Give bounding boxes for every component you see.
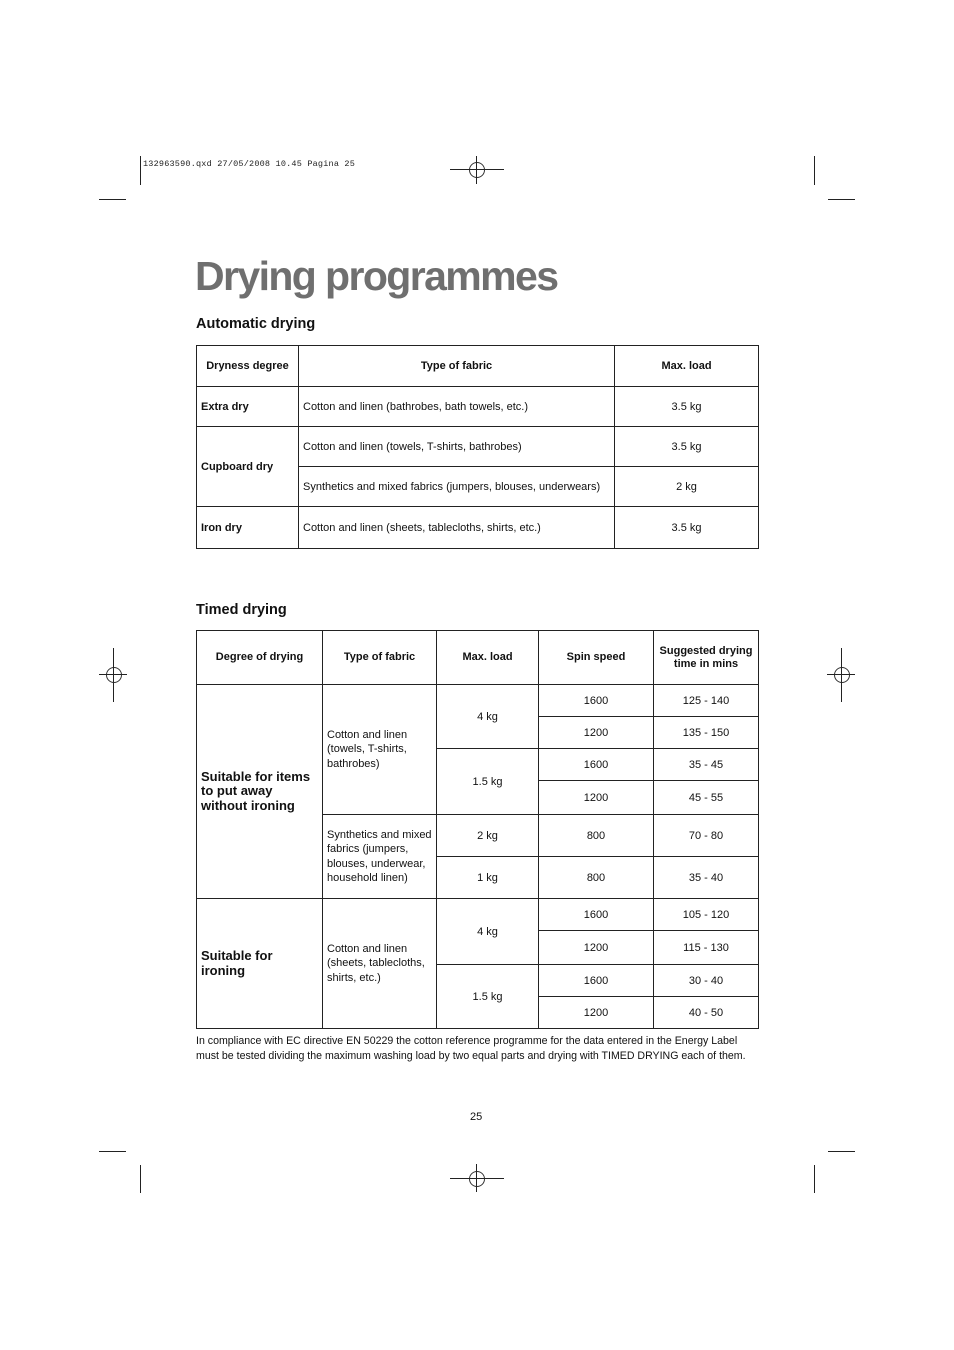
column-header: Degree of drying [197,631,323,685]
drying-time: 40 - 50 [654,997,759,1029]
drying-time: 125 - 140 [654,685,759,717]
drying-time: 105 - 120 [654,899,759,931]
column-header: Spin speed [539,631,654,685]
dryness-degree: Iron dry [197,507,299,549]
page-title: Drying programmes [195,253,558,299]
table-row [197,387,759,427]
table-header-row [197,631,759,685]
max-load: 4 kg [437,899,539,965]
page-number: 25 [470,1111,483,1123]
spin-speed: 1200 [539,781,654,815]
dryness-degree: Extra dry [197,387,299,427]
column-header: Max. load [437,631,539,685]
spin-speed: 1200 [539,931,654,965]
max-load: 3.5 kg [615,427,759,467]
drying-time: 30 - 40 [654,965,759,997]
drying-time: 35 - 40 [654,857,759,899]
fabric-type: Cotton and linen (sheets, tablecloths, shirts, etc.) [299,507,615,549]
spin-speed: 800 [539,815,654,857]
timed-drying-table [196,630,759,1029]
fabric-type: Synthetics and mixed fabrics (jumpers, blouses, underwear, household linen) [323,815,437,899]
max-load: 3.5 kg [615,507,759,549]
timed-drying-heading: Timed drying [196,602,287,618]
table-row [197,427,759,467]
column-header: Suggested drying time in mins [654,631,759,685]
compliance-note: In compliance with EC directive EN 50229 the cotton reference programme for the data entered in the Energy Label must be tested dividing the maximum washing load by two equal parts and drying with TIMED DRYING each of them. [196,1035,746,1062]
dryness-degree: Cupboard dry [197,427,299,507]
max-load: 1 kg [437,857,539,899]
column-header: Type of fabric [323,631,437,685]
max-load: 2 kg [615,467,759,507]
table-row [197,507,759,549]
drying-time: 35 - 45 [654,749,759,781]
spin-speed: 1600 [539,899,654,931]
max-load: 1.5 kg [437,749,539,815]
spin-speed: 1600 [539,685,654,717]
table-row [197,685,759,717]
spin-speed: 1200 [539,717,654,749]
max-load: 4 kg [437,685,539,749]
automatic-drying-heading: Automatic drying [196,316,316,332]
column-header: Type of fabric [299,346,615,387]
file-slug: 132963590.qxd 27/05/2008 10.45 Pagina 25 [143,159,356,169]
drying-time: 135 - 150 [654,717,759,749]
fabric-type: Cotton and linen (sheets, tablecloths, shirts, etc.) [323,899,437,1029]
drying-degree: Suitable for items to put away without ironing [197,685,323,899]
table-row [197,899,759,931]
column-header: Dryness degree [197,346,299,387]
fabric-type: Cotton and linen (towels, T-shirts, bathrobes) [323,685,437,815]
spin-speed: 1600 [539,965,654,997]
fabric-type: Cotton and linen (bathrobes, bath towels, etc.) [299,387,615,427]
drying-time: 70 - 80 [654,815,759,857]
drying-degree: Suitable for ironing [197,899,323,1029]
max-load: 3.5 kg [615,387,759,427]
drying-time: 115 - 130 [654,931,759,965]
column-header: Max. load [615,346,759,387]
fabric-type: Cotton and linen (towels, T-shirts, bathrobes) [299,427,615,467]
drying-time: 45 - 55 [654,781,759,815]
automatic-drying-table [196,345,759,549]
max-load: 2 kg [437,815,539,857]
spin-speed: 1600 [539,749,654,781]
table-header-row [197,346,759,387]
spin-speed: 800 [539,857,654,899]
fabric-type: Synthetics and mixed fabrics (jumpers, blouses, underwears) [299,467,615,507]
spin-speed: 1200 [539,997,654,1029]
max-load: 1.5 kg [437,965,539,1029]
